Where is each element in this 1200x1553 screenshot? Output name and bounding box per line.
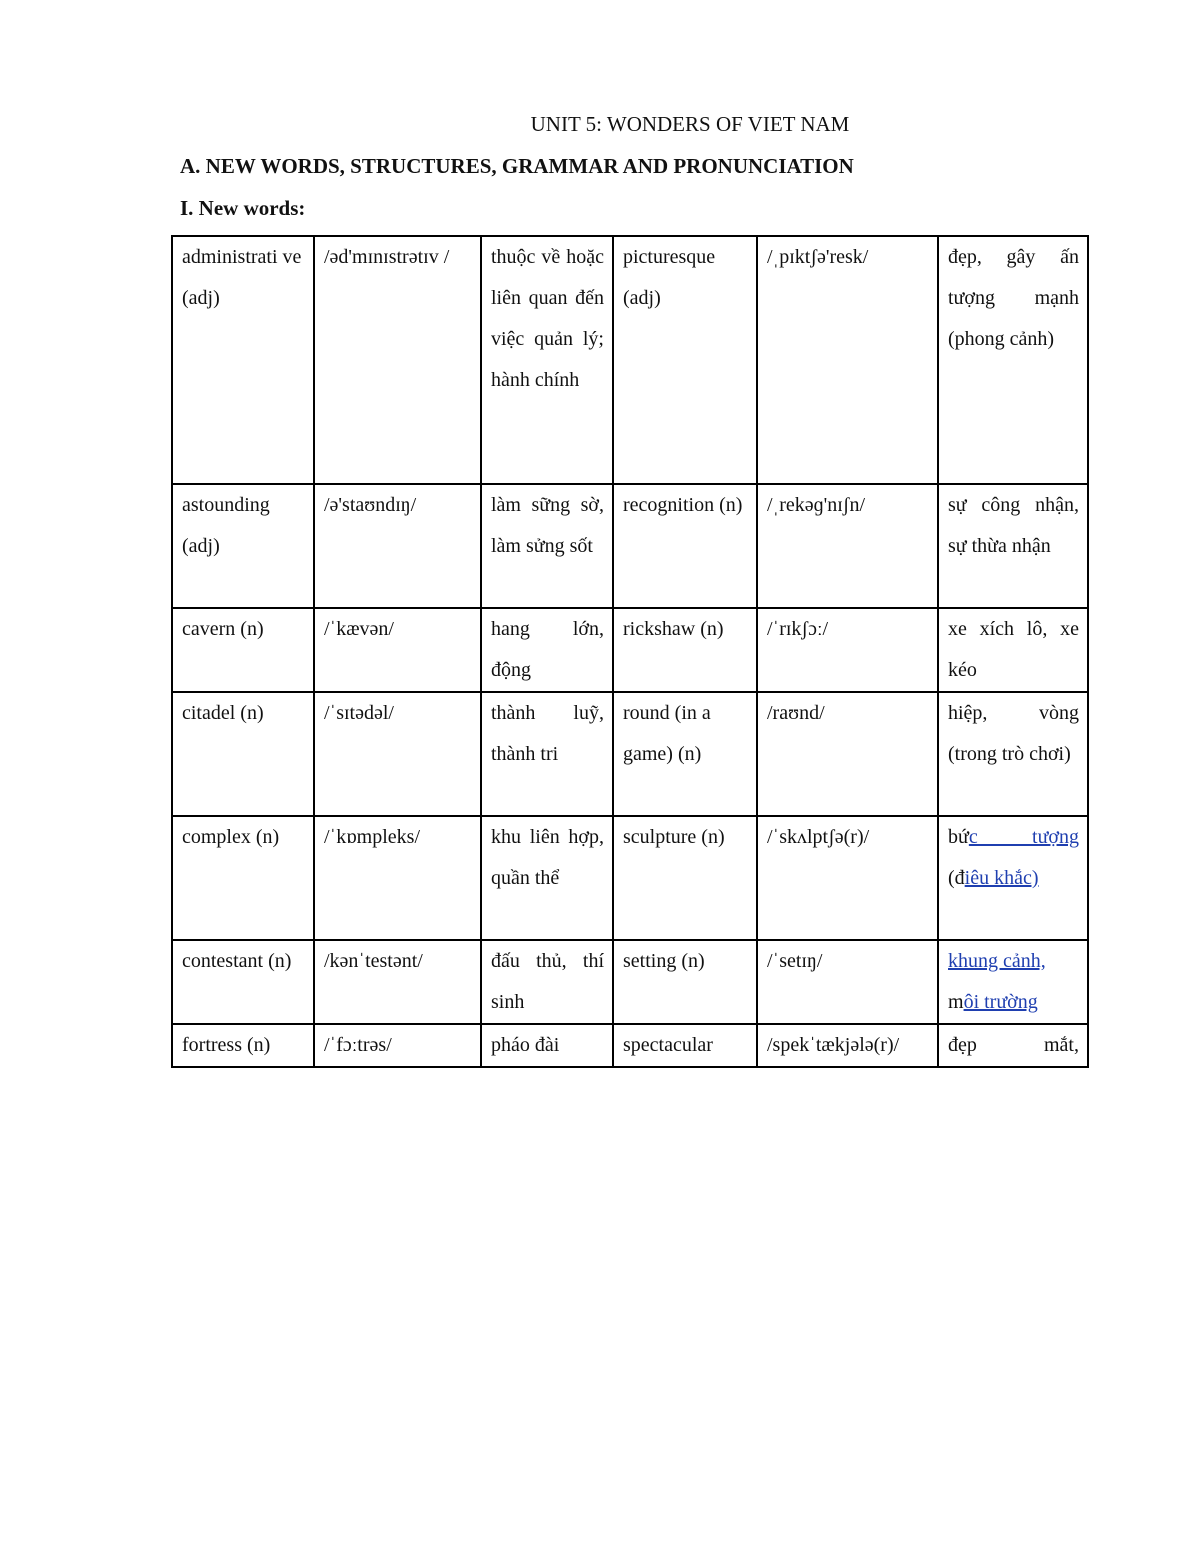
meaning-link[interactable]: ôi trường <box>963 991 1038 1013</box>
word-cell: setting (n) <box>613 940 757 1024</box>
meaning-cell: hiệp, vòng (trong trò chơi) <box>938 692 1088 816</box>
ipa-cell: /ˈfɔːtrəs/ <box>314 1024 481 1067</box>
meaning-cell <box>938 940 1088 1024</box>
ipa-cell: /raʊnd/ <box>757 692 938 816</box>
meaning-cell <box>938 816 1088 940</box>
word-cell: picturesque (adj) <box>613 236 757 484</box>
word-cell: spectacular <box>613 1024 757 1067</box>
meaning-link[interactable]: c tượng <box>968 826 1079 848</box>
meaning-cell: sự công nhận, sự thừa nhận <box>938 484 1088 608</box>
meaning-line <box>948 858 1079 899</box>
ipa-cell: /ˈkɒmpleks/ <box>314 816 481 940</box>
word-cell: citadel (n) <box>172 692 314 816</box>
ipa-cell: /spekˈtækjələ(r)/ <box>757 1024 938 1067</box>
table-row <box>172 608 1088 692</box>
meaning-text: bứ <box>948 826 969 848</box>
meaning-line <box>948 817 1079 858</box>
meaning-cell: hang lớn, động <box>481 608 613 692</box>
meaning-text: m <box>948 991 964 1013</box>
table-row <box>172 236 1088 484</box>
word-cell: cavern (n) <box>172 608 314 692</box>
unit-title: UNIT 5: WONDERS OF VIET NAM <box>530 112 850 136</box>
vocabulary-table <box>171 235 1089 1068</box>
table-row <box>172 1024 1088 1067</box>
meaning-cell: khu liên hợp, quần thể <box>481 816 613 940</box>
ipa-cell: /ˈkævən/ <box>314 608 481 692</box>
word-cell: sculpture (n) <box>613 816 757 940</box>
word-cell: rickshaw (n) <box>613 608 757 692</box>
table-row <box>172 816 1088 940</box>
meaning-cell: đấu thủ, thí sinh <box>481 940 613 1024</box>
ipa-cell: /ˌrekəɡ'nɪʃn/ <box>757 484 938 608</box>
word-cell: recognition (n) <box>613 484 757 608</box>
word-cell: round (in a game) (n) <box>613 692 757 816</box>
meaning-link[interactable]: iêu khắc) <box>964 867 1039 889</box>
meaning-cell: làm sững sờ, làm sửng sốt <box>481 484 613 608</box>
table-row <box>172 940 1088 1024</box>
sub-heading: I. New words: <box>180 196 306 220</box>
word-cell: fortress (n) <box>172 1024 314 1067</box>
table-row <box>172 692 1088 816</box>
ipa-cell: /ˈskʌlptʃə(r)/ <box>757 816 938 940</box>
ipa-cell: /kənˈtestənt/ <box>314 940 481 1024</box>
ipa-cell: /ˈsɪtədəl/ <box>314 692 481 816</box>
word-cell: complex (n) <box>172 816 314 940</box>
ipa-cell: /əd'mɪnɪstrətɪv / <box>314 236 481 484</box>
ipa-cell: /ˈsetɪŋ/ <box>757 940 938 1024</box>
meaning-cell: thuộc về hoặc liên quan đến việc quản lý; hành chính <box>481 236 613 484</box>
word-cell: astounding (adj) <box>172 484 314 608</box>
section-heading: A. NEW WORDS, STRUCTURES, GRAMMAR AND PRONUNCIATION <box>180 154 854 178</box>
meaning-cell: đẹp, gây ấn tượng mạnh (phong cảnh) <box>938 236 1088 484</box>
ipa-cell: /ˈrɪkʃɔː/ <box>757 608 938 692</box>
meaning-link[interactable]: khung cảnh, <box>948 950 1046 972</box>
meaning-cell: thành luỹ, thành tri <box>481 692 613 816</box>
table-row <box>172 484 1088 608</box>
meaning-cell: xe xích lô, xe kéo <box>938 608 1088 692</box>
meaning-cell: đẹp mắt, <box>938 1024 1088 1067</box>
ipa-cell: /ˌpɪktʃə'resk/ <box>757 236 938 484</box>
ipa-cell: /ə'staʊndɪŋ/ <box>314 484 481 608</box>
meaning-cell: pháo đài <box>481 1024 613 1067</box>
word-cell: administrati ve (adj) <box>172 236 314 484</box>
meaning-line <box>948 982 1079 1023</box>
word-cell: contestant (n) <box>172 940 314 1024</box>
meaning-text: (đ <box>948 867 965 889</box>
